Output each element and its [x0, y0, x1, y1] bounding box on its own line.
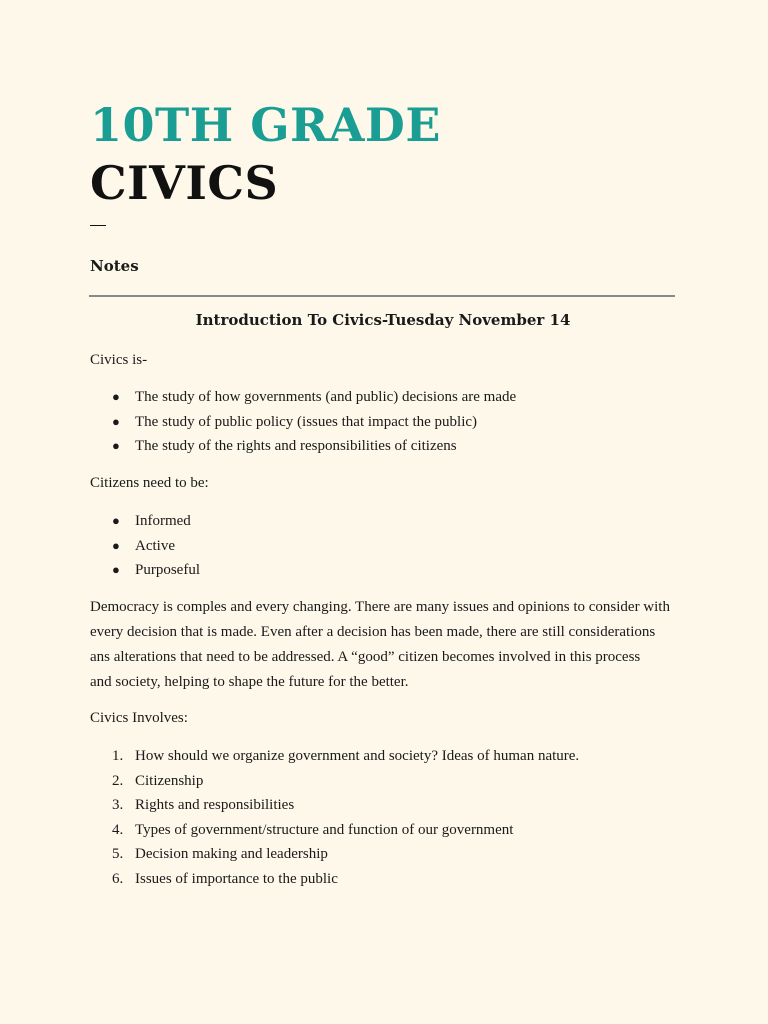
- list-item: ● The study of public policy (issues that impact the public): [90, 410, 516, 435]
- list-number: 6.: [112, 870, 124, 887]
- list-item: ● Informed: [90, 509, 200, 534]
- list-item: 2. Citizenship: [90, 769, 579, 794]
- civics-involves-list: [90, 744, 579, 891]
- list-item: ● Active: [90, 534, 200, 559]
- title-dash: [90, 225, 106, 226]
- list-number: 3.: [112, 797, 124, 813]
- bullet-icon: ●: [112, 513, 120, 528]
- paragraph-line: ans alterations that need to be addressed. A “good” citizen becomes involved in this process: [90, 649, 641, 665]
- civics-is-list: [90, 385, 516, 459]
- bullet-icon: ●: [112, 438, 120, 453]
- section-heading: Introduction To Civics-Tuesday November 14: [195, 311, 571, 329]
- title-grade: 10TH GRADE: [90, 98, 441, 152]
- intro-label: Civics is-: [90, 352, 148, 368]
- bullet-icon: ●: [112, 562, 120, 577]
- title-subject: CIVICS: [90, 156, 279, 210]
- paragraph-line: Democracy is comples and every changing. There are many issues and opinions to consider with: [90, 599, 670, 615]
- paragraph-line: and society, helping to shape the future for the better.: [90, 674, 409, 690]
- section-divider: [89, 295, 675, 297]
- list-number: 5.: [112, 846, 124, 862]
- list-item: ● Purposeful: [90, 558, 200, 583]
- list-number: 4.: [112, 821, 124, 838]
- list-number: 1.: [112, 748, 124, 764]
- notes-label: Notes: [90, 257, 139, 275]
- list-item: 5. Decision making and leadership: [90, 842, 579, 867]
- bullet-icon: ●: [112, 389, 120, 404]
- citizens-need-list: [90, 509, 200, 583]
- paragraph-line: every decision that is made. Even after a decision has been made, there are still considerations: [90, 624, 656, 640]
- bullet-icon: ●: [112, 537, 120, 553]
- list-item: 4. Types of government/structure and function of our government: [90, 818, 579, 843]
- citizens-label: Citizens need to be:: [90, 475, 209, 491]
- bullet-icon: ●: [112, 413, 120, 429]
- democracy-paragraph: [90, 595, 670, 695]
- list-number: 2.: [112, 772, 124, 789]
- list-item: 3. Rights and responsibilities: [90, 793, 579, 818]
- list-item: 1. How should we organize government and society? Ideas of human nature.: [90, 744, 579, 769]
- list-item: ● The study of how governments (and public) decisions are made: [90, 385, 516, 410]
- involves-label: Civics Involves:: [90, 710, 188, 726]
- list-item: 6. Issues of importance to the public: [90, 867, 579, 892]
- list-item: ● The study of the rights and responsibilities of citizens: [90, 434, 516, 459]
